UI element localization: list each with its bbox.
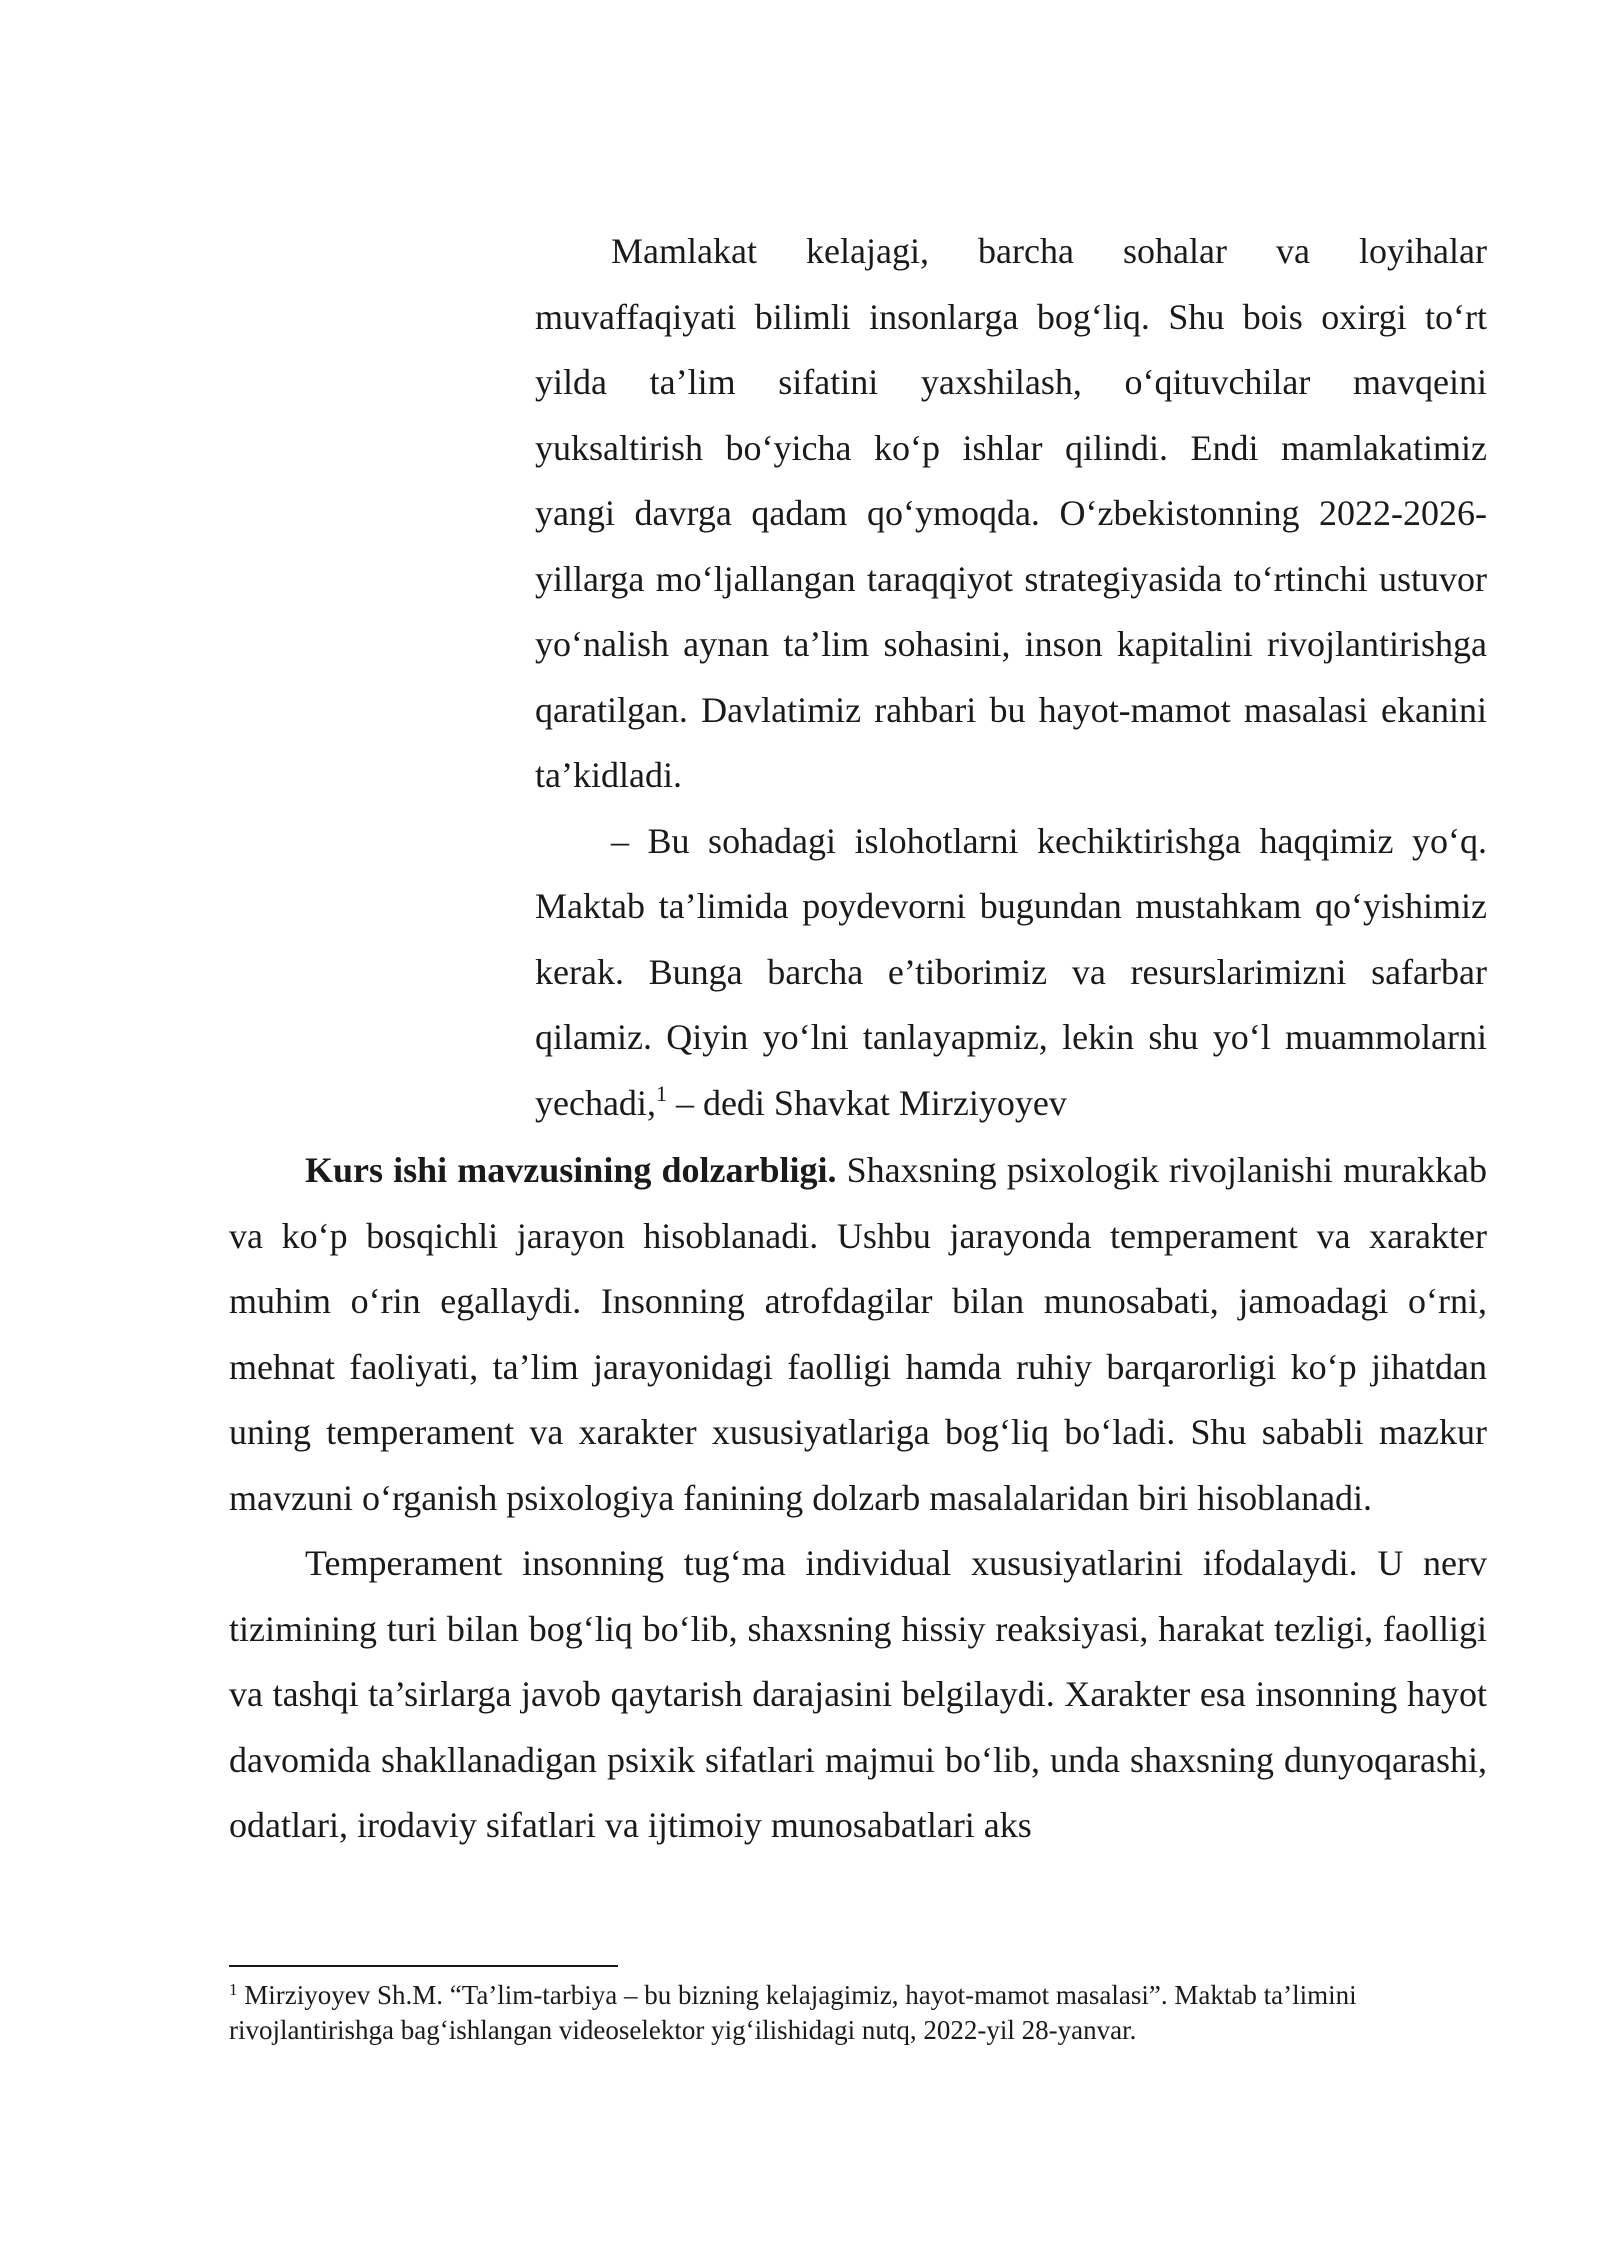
footnote-text: Mirziyoyev Sh.M. “Ta’lim-tarbiya – bu bizning kelajagimiz, hayot-mamot masalasi”. Maktab ta’limini rivojlantirishga bag‘ishlangan videoselektor yig‘ilishidagi nutq, 2022-yil 28-yanvar.	[229, 1980, 1357, 2045]
epigraph-paragraph: Mamlakat kelajagi, barcha sohalar va loyihalar muvaffaqiyati bilimli insonlarga bog‘liq. Shu bois oxirgi to‘rt yilda ta’lim sifatini yaxshilash, o‘qituvchilar mavqeini yuksaltirish bo‘yicha ko‘p ishlar qilindi. Endi mamlakatimiz yangi davrga qadam qo‘ymoqda. O‘zbekistonning 2022-2026-yillarga mo‘ljallangan taraqqiyot strategiyasida to‘rtinchi ustuvor yo‘nalish aynan ta’lim sohasini, inson kapitalini rivojlantirishga qaratilgan. Davlatimiz rahbari bu hayot-mamot masalasi ekanini ta’kidladi.	[535, 231, 1487, 795]
relevance-paragraph	[229, 1138, 1487, 1531]
section-heading: Kurs ishi mavzusining dolzarbligi.	[305, 1150, 837, 1190]
footnote-reference[interactable]: 1	[655, 1080, 667, 1106]
footnote	[229, 1978, 1487, 2048]
epigraph-quote-paragraph	[535, 809, 1487, 1137]
footnote-separator	[229, 1965, 618, 1967]
epigraph-attribution: – dedi Shavkat Mirziyoyev	[666, 1082, 1067, 1123]
relevance-text: Shaxsning psixologik rivojlanishi murakkab va ko‘p bosqichli jarayon hisoblanadi. Ushbu jarayonda temperament va xarakter muhim o‘rin egallaydi. Insonning atrofdagilar bilan munosabati, jamoadagi o‘rni, mehnat faoliyati, ta’lim jarayonidagi faolligi hamda ruhiy barqarorligi ko‘p jihatdan uning temperament va xarakter xususiyatlariga bog‘liq bo‘ladi. Shu sababli mazkur mavzuni o‘rganish psixologiya fanining dolzarb masalalaridan biri hisoblanadi.	[229, 1150, 1487, 1518]
epigraph-block	[535, 219, 1487, 1136]
main-text	[229, 1138, 1487, 1859]
epigraph-quote-text: – Bu sohadagi islohotlarni kechiktirishga haqqimiz yo‘q. Maktab ta’limida poydevorni bugundan mustahkam qo‘yishimiz kerak. Bunga barcha e’tiborimiz va resurslarimizni safarbar qilamiz. Qiyin yo‘lni tanlayapmiz, lekin shu yo‘l muammolarni yechadi,	[535, 820, 1487, 1123]
temperament-paragraph: Temperament insonning tug‘ma individual xususiyatlarini ifodalaydi. U nerv tizimining turi bilan bog‘liq bo‘lib, shaxsning hissiy reaksiyasi, harakat tezligi, faolligi va tashqi ta’sirlarga javob qaytarish darajasini belgilaydi. Xarakter esa insonning hayot davomida shakllanadigan psixik sifatlari majmui bo‘lib, unda shaxsning dunyoqarashi, odatlari, irodaviy sifatlari va ijtimoiy munosabatlari aks	[229, 1543, 1487, 1845]
footnote-marker: 1	[229, 1980, 238, 1999]
